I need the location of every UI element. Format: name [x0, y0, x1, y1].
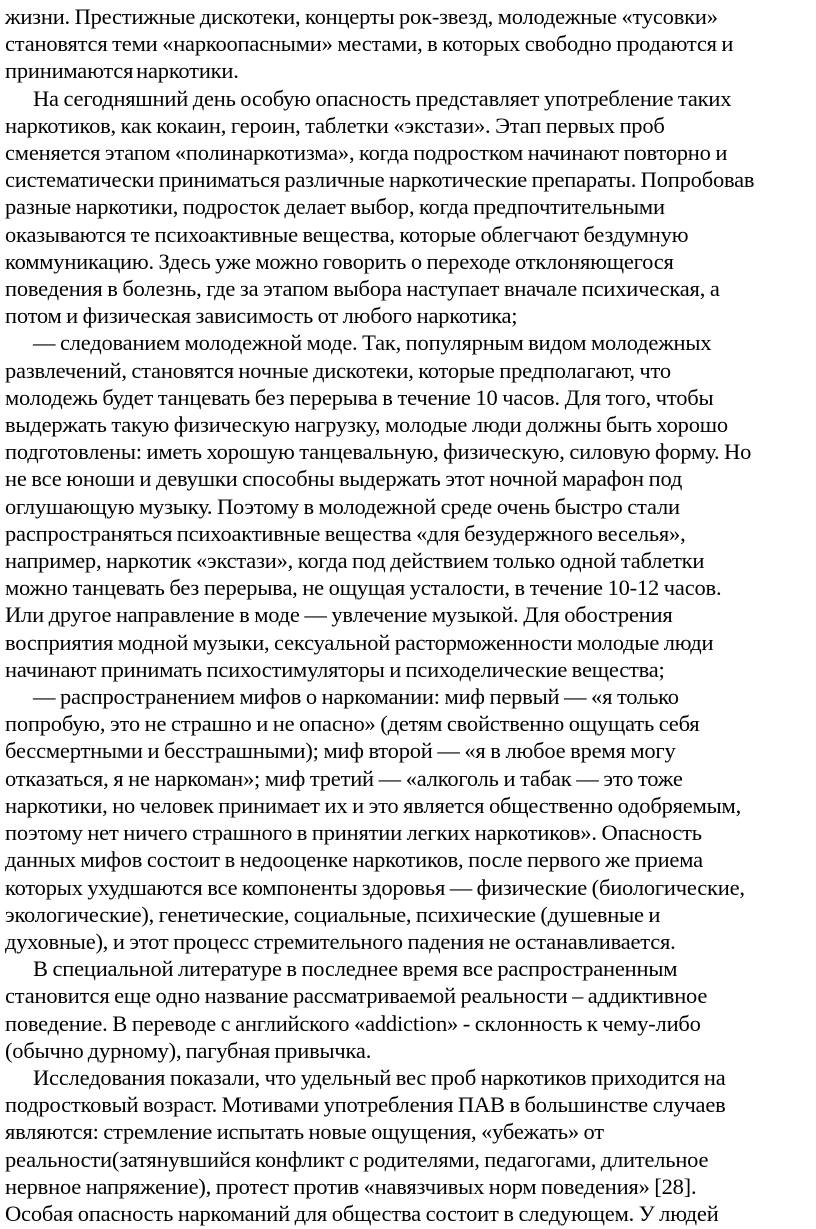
text-line: поэтому нет ничего страшного в принятии легких наркотиков». Опасность — [5, 820, 702, 846]
text-line: можно танцевать без перерыва, не ощущая усталости, в течение 10-12 часов. — [5, 575, 722, 601]
text-line: — следованием молодежной моде. Так, популярным видом молодежных — [33, 330, 712, 356]
text-line: реальности(затянувшийся конфликт с родителями, педагогами, длительное — [5, 1146, 709, 1172]
text-line: коммуникацию. Здесь уже можно говорить о переходе отклоняющегося — [5, 248, 674, 274]
text-line: разные наркотики, подросток делает выбор, когда предпочтительными — [5, 194, 665, 220]
text-line: наркотики, но человек принимает их и это является общественно одобряемым, — [5, 792, 742, 818]
text-line: молодежь будет танцевать без перерыва в течение 10 часов. Для того, чтобы — [5, 384, 714, 410]
text-line: (обычно дурному), пагубная привычка. — [5, 1037, 372, 1063]
text-line: поведение. В переводе с английского «addiction» - склонность к чему-либо — [5, 1010, 701, 1036]
text-line: попробую, это не страшно и не опасно» (детям свойственно ощущать себя — [5, 711, 700, 737]
text-line: систематически приниматься различные наркотические препараты. Попробовав — [5, 167, 755, 193]
text-line: выдержать такую физическую нагрузку, молодые люди должны быть хорошо — [5, 412, 728, 438]
text-line: восприятия модной музыки, сексуальной расторможенности молодые люди — [5, 629, 714, 655]
text-line: являются: стремление испытать новые ощущения, «убежать» от — [5, 1119, 604, 1145]
text-line: развлечений, становятся ночные дискотеки, которые предполагают, что — [5, 357, 671, 383]
text-line: потом и физическая зависимость от любого наркотика; — [5, 303, 518, 329]
text-line: духовные), и этот процесс стремительного падения не останавливается. — [5, 928, 676, 954]
text-line: которых ухудшаются все компоненты здоровья — физические (биологические, — [5, 874, 745, 900]
text-line: данных мифов состоит в недооценке наркотиков, после первого же приема — [5, 847, 703, 873]
text-line: становятся теми «наркоопасными» местами, в которых свободно продаются и — [5, 31, 734, 57]
text-line: подростковый возраст. Мотивами употребления ПАВ в большинстве случаев — [5, 1092, 726, 1118]
text-line: — распространением мифов о наркомании: миф первый — «я только — [33, 684, 679, 710]
text-line: На сегодняшний день особую опасность представляет употребление таких — [33, 85, 732, 111]
text-line: отказаться, я не наркоман»; миф третий — «алкоголь и табак — это тоже — [5, 765, 683, 791]
text-line: например, наркотик «экстази», когда под действием только одной таблетки — [5, 548, 705, 574]
text-line: поведения в болезнь, где за этапом выбора наступает вначале психическая, а — [5, 276, 720, 302]
text-line: Или другое направление в моде — увлечение музыкой. Для обострения — [5, 602, 673, 628]
text-line: подготовлены: иметь хорошую танцевальную, физическую, силовую форму. Но — [5, 439, 752, 465]
text-line: распространяться психоактивные вещества «для безудержного веселья», — [5, 520, 686, 546]
text-line: наркотиков, как кокаин, героин, таблетки «экстази». Этап первых проб — [5, 112, 665, 138]
text-line: Особая опасность наркоманий для общества состоит в следующем. У людей — [5, 1200, 719, 1226]
text-line: становится еще одно название рассматриваемой реальности – аддиктивное — [5, 983, 708, 1009]
text-line: бессмертными и бесстрашными); миф второй — «я в любое время могу — [5, 738, 676, 764]
text-line: Исследования показали, что удельный вес проб наркотиков приходится на — [33, 1064, 726, 1090]
text-line: нервное напряжение), протест против «навязчивых норм поведения» [28]. — [5, 1173, 697, 1199]
text-line: не все юноши и девушки способны выдержать этот ночной марафон под — [5, 466, 683, 492]
text-line: жизни. Престижные дискотеки, концерты рок-звезд, молодежные «тусовки» — [5, 4, 718, 29]
text-line: оказываются те психоактивные вещества, которые облегчают бездумную — [5, 221, 689, 247]
text-line: В специальной литературе в последнее время все распространенным — [33, 956, 678, 982]
text-line: принимаются наркотики. — [5, 58, 239, 84]
text-line: оглушающую музыку. Поэтому в молодежной среде очень быстро стали — [5, 493, 680, 519]
text-line: экологические), генетические, социальные, психические (душевные и — [5, 901, 661, 927]
text-line: начинают принимать психостимуляторы и психоделические вещества; — [5, 656, 665, 682]
text-line: сменяется этапом «полинаркотизма», когда подростком начинают повторно и — [5, 140, 728, 166]
